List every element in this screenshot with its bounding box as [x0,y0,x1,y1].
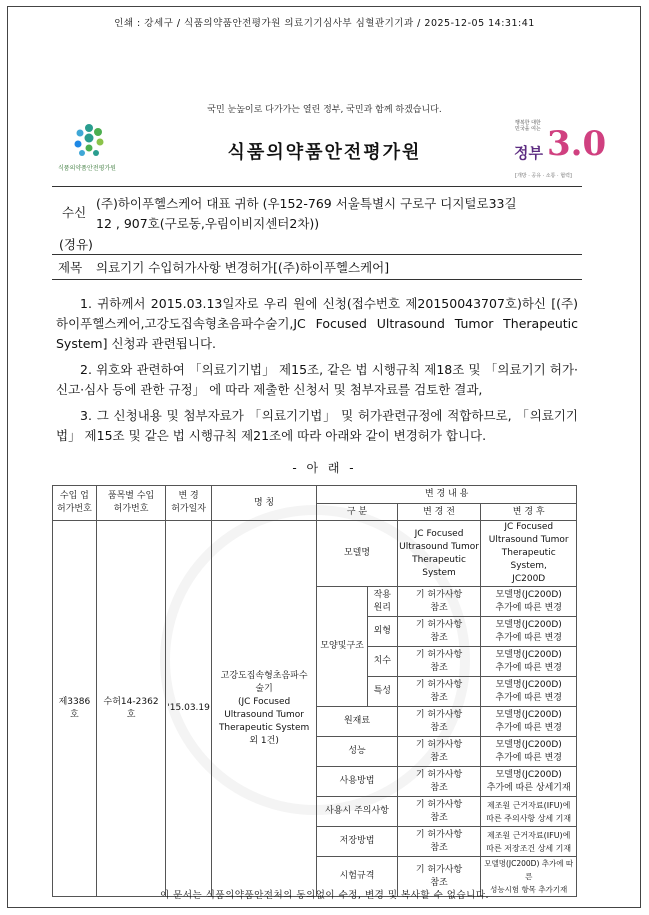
row-before: 기 허가사항 참조 [397,797,481,827]
row-before: 기 허가사항 참조 [397,827,481,857]
header-permit-no: 수입 업 허가번호 [53,486,97,521]
gov30-logo-tagline: 행복한 대한민국을 여는 [515,120,541,132]
row-after: 제조원 근거자료(IFU)에 따른 주의사항 상세 기재 [481,797,577,827]
shape-sub: 특성 [367,677,397,707]
subject-divider [52,279,582,280]
recipient-label: 수신 [62,205,87,220]
body-paragraphs [56,294,578,452]
gov30-logo-number: 3.0 [547,124,607,164]
row-before: 기 허가사항 참조 [397,767,481,797]
agency-logo-text: 식품의약품안전평가원 [58,165,116,172]
subject-label: 제목 [58,260,83,275]
gov30-logo [505,116,607,180]
row-before: 기 허가사항 참조 [397,737,481,767]
slogan: 국민 눈높이로 다가가는 열린 정부, 국민과 함께 하겠습니다. [207,105,442,115]
header-name: 명 칭 [211,486,316,521]
shape-sub: 작용 원리 [367,587,397,617]
shape-before: 기 허가사항 참조 [397,617,481,647]
paragraph-1: 1. 귀하께서 2015.03.13일자로 우리 원에 신청(접수번호 제20150043707호)하신 [(주)하이푸헬스케어,고강도집속형초음파수술기,JC Focused Ultrasound Tumor Therapeutic System] 신청과 관련됩니다. [56,296,578,351]
notice-title: - 아 래 - [292,461,357,475]
row-category: 사용시 주의사항 [317,797,397,827]
print-header: 인쇄 : 강세구 / 식품의약품안전평가원 의료기기심사부 심혈관기기과 / 2025-12-05 14:31:41 [114,18,535,29]
row-after: 제조원 근거자료(IFU)에 따른 저장조건 상세 기재 [481,827,577,857]
change-details-table [52,485,577,897]
shape-group: 모양및구조 [317,587,368,707]
row-before: 기 허가사항 참조 [397,707,481,737]
row-before: 기 허가사항 참조 [397,857,481,897]
gov30-logo-word: 정부 [514,144,543,162]
header-item-no: 품목별 수입 허가번호 [96,486,166,521]
row-category: 성능 [317,737,397,767]
model-category: 모델명 [317,521,397,587]
shape-after: 모델명(JC200D) 추가에 따른 변경 [481,647,577,677]
subject-text: 의료기기 수입허가사항 변경허가[(주)하이푸헬스케어] [96,260,390,275]
row-category: 원재료 [317,707,397,737]
row-after: 모델명(JC200D) 추가에 따른 변경 [481,737,577,767]
gov30-logo-subtitle: [개방 · 공유 · 소통 · 협력] [515,173,572,179]
model-before: JC Focused Ultrasound Tumor Therapeutic System [397,521,481,587]
product-name: 고강도집속형초음파수 술기 (JC Focused Ultrasound Tumor Therapeutic System 외 1건) [211,521,316,897]
organization-name: 식품의약품안전평가원 [227,142,422,163]
shape-sub: 치수 [367,647,397,677]
header-change: 변 경 내 용 [317,486,577,504]
recipient-line-2: 12 , 907호(구로동,우림이비지센터2차)) [96,216,320,231]
header-change-date: 변 경 허가일자 [166,486,212,521]
shape-before: 기 허가사항 참조 [397,677,481,707]
via-divider [52,254,582,255]
shape-before: 기 허가사항 참조 [397,647,481,677]
paragraph-2: 2. 위호와 관련하여 「의료기기법」 제15조, 같은 법 시행규칙 제18조 및 「의료기기 허가·신고·심사 등에 관한 규정」 에 따라 제출한 신청서 및 첨부자료를 검토한 결과, [56,362,578,397]
paragraph-3: 3. 그 신청내용 및 첨부자료가 「의료기기법」 및 허가관련규정에 적합하므로, 「의료기기법」 제15조 및 같은 법 시행규칙 제21조에 따라 아래와 같이 변경허가 합니다. [56,408,578,443]
row-after: 모델명(JC200D) 추가에 따른 변경 [481,707,577,737]
header-category: 구 분 [317,504,397,521]
item-no: 수허14-2362 호 [96,521,166,897]
model-after: JC Focused Ultrasound Tumor Therapeutic System, JC200D [481,521,577,587]
via-label: (경유) [59,237,93,252]
header-divider [52,186,582,187]
row-category: 저장방법 [317,827,397,857]
row-category: 사용방법 [317,767,397,797]
row-category: 시험규격 [317,857,397,897]
header-before: 변 경 전 [397,504,481,521]
row-after: 모델명(JC200D) 추가에 따른 성능시험 항목 추가기재 [481,857,577,897]
shape-after: 모델명(JC200D) 추가에 따른 변경 [481,587,577,617]
shape-sub: 외형 [367,617,397,647]
footer-notice: 이 문서는 식품의약품안전처의 동의없이 수정, 변경 및 복사할 수 없습니다. [159,890,490,901]
row-after: 모델명(JC200D) 추가에 따른 상세기재 [481,767,577,797]
shape-after: 모델명(JC200D) 추가에 따른 변경 [481,677,577,707]
recipient-line-1: (주)하이푸헬스케어 대표 귀하 (우152-769 서울특별시 구로구 디지털로33길 [96,196,517,211]
shape-after: 모델명(JC200D) 추가에 따른 변경 [481,617,577,647]
header-after: 변 경 후 [481,504,577,521]
shape-before: 기 허가사항 참조 [397,587,481,617]
permit-no: 제3386 호 [53,521,97,897]
change-date: '15.03.19 [166,521,212,897]
